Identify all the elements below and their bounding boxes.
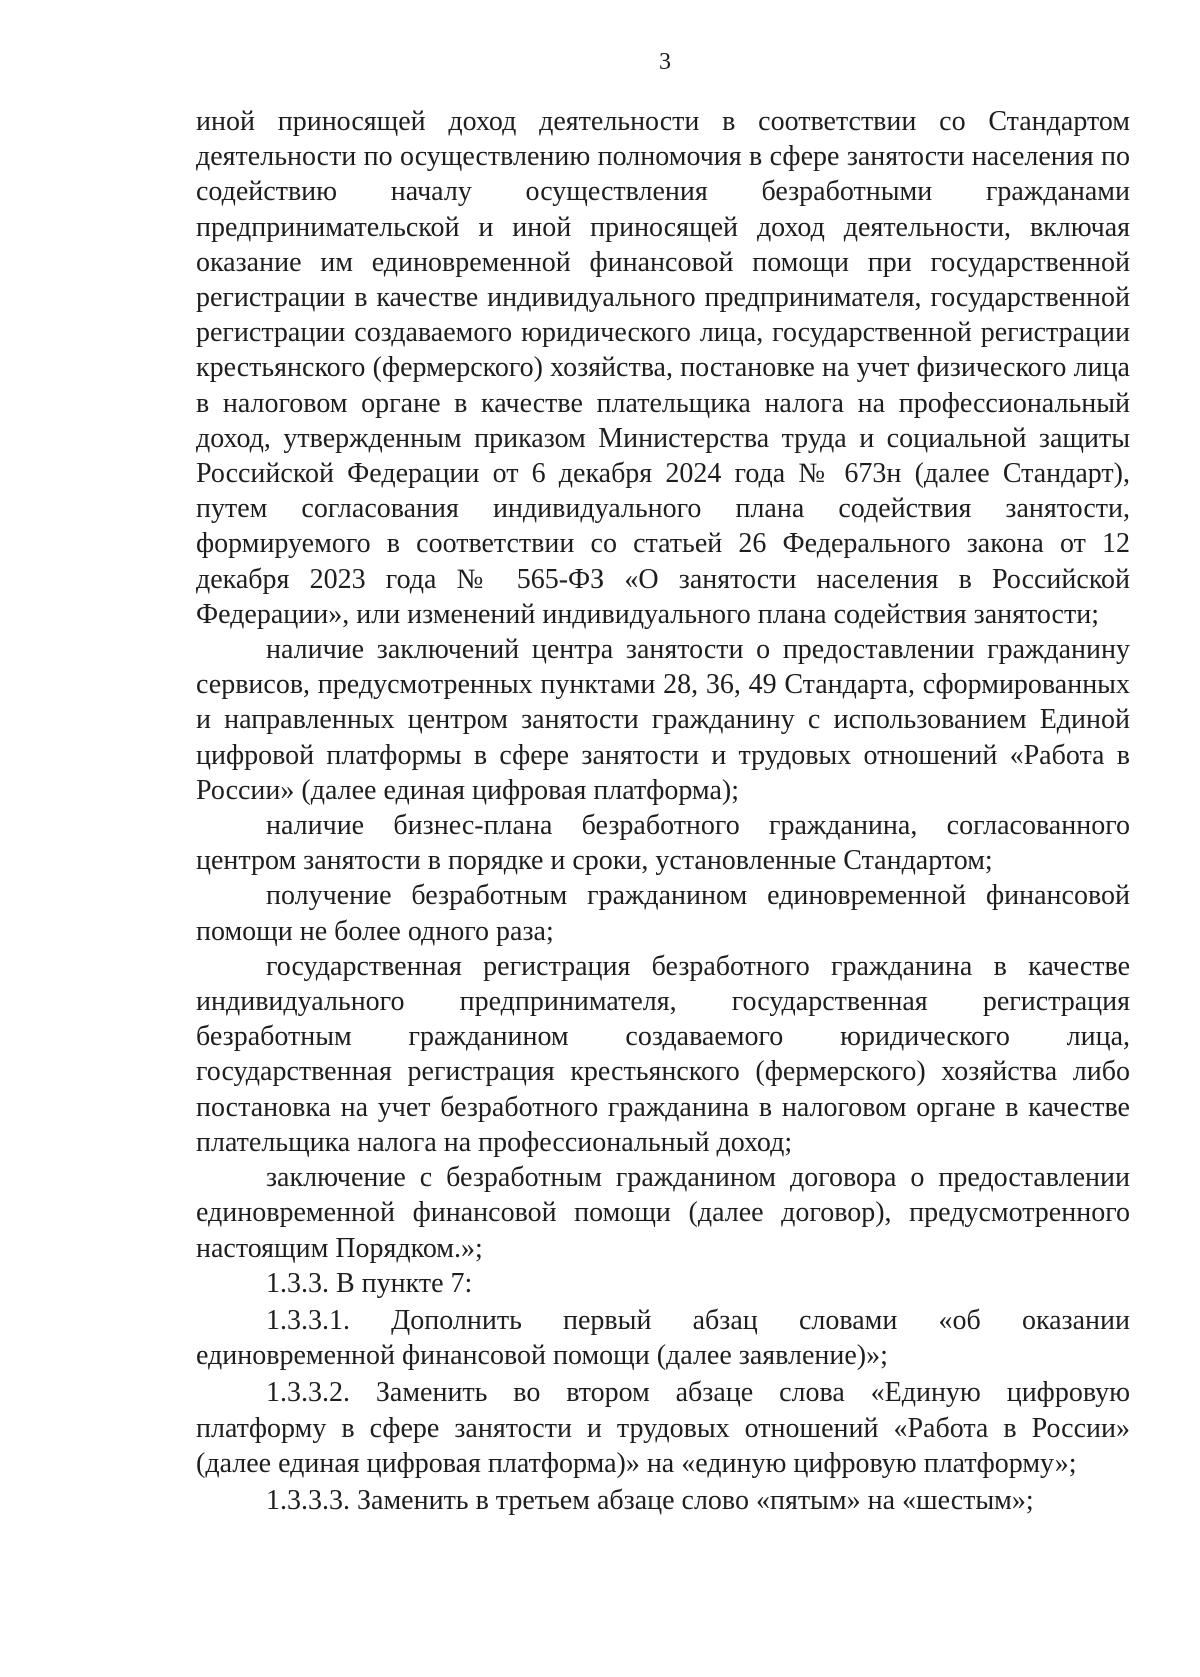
- paragraph-continuation: иной приносящей доход деятельности в соответствии со Стандартом деятельности по осуществлению полномочия в сфере занятости населения по содействию началу осуществления безработными гражданами предпринимательской и иной приносящей доход деятельности, включая оказание им единовременной финансовой помощи при государственной регистрации в качестве индивидуального предпринимателя, государственной регистрации создаваемого юридического лица, государственной регистрации крестьянского (фермерского) хозяйства, постановке на учет физического лица в налоговом органе в качестве плательщика налога на профессиональный доход, утвержденным приказом Министерства труда и социальной защиты Российской Федерации от 6 декабря 2024 года № 673н (далее Стандарт), путем согласования индивидуального плана содействия занятости, формируемого в соответствии со статьей 26 Федерального закона от 12 декабря 2023 года № 565-ФЗ «О занятости населения в Российской Федерации», или изменений индивидуального плана содействия занятости;: [196, 106, 1130, 630]
- page-number: 3: [659, 49, 671, 75]
- paragraph-clause-1-3-3-1: 1.3.3.1. Дополнить первый абзац словами «об оказании единовременной финансовой помощи (далее заявление)»;: [196, 1304, 1130, 1372]
- paragraph-condition-business-plan: наличие бизнес-плана безработного гражданина, согласованного центром занятости в порядке и сроки, установленные Стандартом;: [196, 810, 1130, 877]
- paragraph-clause-1-3-3-3: 1.3.3.3. Заменить в третьем абзаце слово «пятым» на «шестым»;: [266, 1484, 1034, 1516]
- paragraph-condition-contract: заключение с безработным гражданином договора о предоставлении единовременной финансовой помощи (далее договор), предусмотренного настоящим Порядком.»;: [196, 1162, 1130, 1264]
- document-body: [196, 104, 1130, 1518]
- paragraph-clause-1-3-3: 1.3.3. В пункте 7:: [266, 1267, 473, 1299]
- paragraph-clause-1-3-3-2: 1.3.3.2. Заменить во втором абзаце слова «Единую цифровую платформу в сфере занятости и трудовых отношений «Работа в России» (далее единая цифровая платформа)» на «единую цифровую платформу»;: [196, 1377, 1130, 1479]
- paragraph-condition-conclusions: наличие заключений центра занятости о предоставлении гражданину сервисов, предусмотренных пунктами 28, 36, 49 Стандарта, сформированных и направленных центром занятости гражданину с использованием Единой цифровой платформы в сфере занятости и трудовых отношений «Работа в России» (далее единая цифровая платформа);: [196, 634, 1130, 806]
- paragraph-condition-one-time: получение безработным гражданином единовременной финансовой помощи не более одного раза;: [196, 880, 1130, 947]
- paragraph-condition-registration: государственная регистрация безработного гражданина в качестве индивидуального предпринимателя, государственная регистрация безработным гражданином создаваемого юридического лица, государственная регистрация крестьянского (фермерского) хозяйства либо постановка на учет безработного гражданина в налоговом органе в качестве плательщика налога на профессиональный доход;: [196, 950, 1130, 1158]
